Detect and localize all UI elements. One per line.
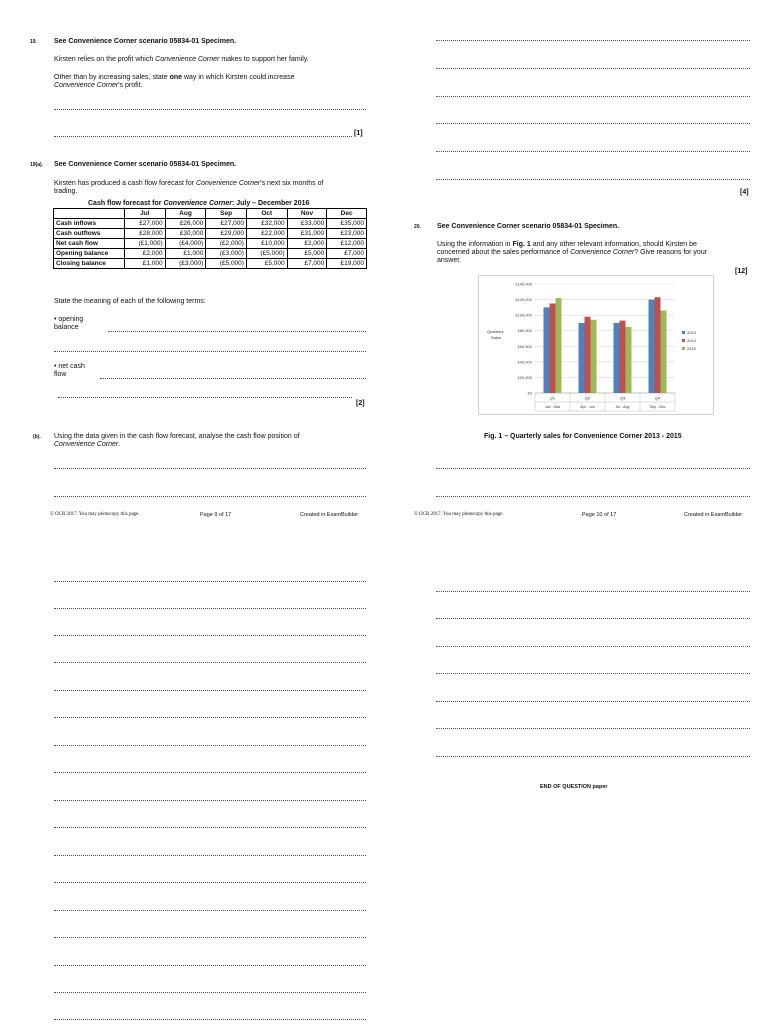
table-header-cell: Aug <box>165 209 206 219</box>
answer-line[interactable] <box>54 690 366 691</box>
answer-line[interactable] <box>436 646 750 647</box>
table-header-row <box>54 209 367 219</box>
question-19b-number: (b). <box>33 434 41 440</box>
answer-line[interactable] <box>54 827 366 828</box>
table-cell: £30,000 <box>165 229 206 239</box>
question-20-heading: See Convenience Corner scenario 05834-01 Specimen. <box>437 223 620 230</box>
bar-2015-Q1 <box>556 298 562 393</box>
table-cell: £2,000 <box>287 239 327 249</box>
answer-line[interactable] <box>54 772 366 773</box>
question-20-number: 20. <box>414 224 421 230</box>
answer-line[interactable] <box>54 662 366 663</box>
y-tick-label: £60,000 <box>517 343 532 349</box>
answer-line[interactable] <box>436 68 750 69</box>
answer-line[interactable] <box>436 673 750 674</box>
legend-label: 2013 <box>687 330 696 335</box>
table-row-label: Closing balance <box>54 259 125 269</box>
legend-label: 2015 <box>687 346 696 351</box>
answer-line[interactable] <box>54 351 366 352</box>
question-19a-paragraph: Kirsten has produced a cash flow forecast for Convenience Corner's next six months of trading. <box>54 180 324 195</box>
question-19-heading: See Convenience Corner scenario 05834-01 Specimen. <box>54 38 237 45</box>
answer-line[interactable] <box>436 728 750 729</box>
y-axis-label-line: Sales <box>491 335 502 340</box>
y-tick-label: £140,000 <box>515 281 532 287</box>
answer-line[interactable] <box>54 635 366 636</box>
table-cell: £22,000 <box>246 229 287 239</box>
table-cell: £7,000 <box>287 259 327 269</box>
answer-line[interactable] <box>54 910 366 911</box>
cash-flow-table <box>53 208 367 269</box>
mark-allocation: [1] <box>354 130 363 137</box>
table-cell: £1,000 <box>125 259 166 269</box>
y-tick-label: £0 <box>527 390 532 396</box>
answer-line[interactable] <box>436 756 750 757</box>
y-axis-label-line: Quarterly <box>487 329 504 334</box>
table-cell: £29,000 <box>206 229 247 239</box>
table-cell: £12,000 <box>327 239 367 249</box>
footer-page-number: Page 9 of 17 <box>200 512 232 518</box>
y-tick-label: £120,000 <box>515 297 532 303</box>
answer-line[interactable] <box>54 882 366 883</box>
question-19-number: 19. <box>30 39 37 45</box>
x-tick-label: Q2 <box>584 395 591 401</box>
answer-line[interactable] <box>58 397 352 398</box>
table-row-label: Opening balance <box>54 249 125 259</box>
table-cell: £35,000 <box>327 219 367 229</box>
question-19-paragraph-2: Other than by increasing sales, state one way in which Kirsten could increase Convenience Corner's profit. <box>54 74 295 89</box>
table-row <box>54 249 367 259</box>
legend-swatch <box>682 339 685 342</box>
table-row-label: Cash inflows <box>54 219 125 229</box>
table-cell: £10,000 <box>246 239 287 249</box>
table-cell: (£3,000) <box>165 259 206 269</box>
y-tick-label: £100,000 <box>515 312 532 318</box>
answer-line[interactable] <box>54 965 366 966</box>
x-subcategory-label: Apr - Jun <box>580 405 595 409</box>
footer-page-number: Page 10 of 17 <box>582 512 617 518</box>
table-cell: £32,000 <box>246 219 287 229</box>
bar-2014-Q4 <box>655 297 661 393</box>
answer-line[interactable] <box>436 40 750 41</box>
table-cell: £31,000 <box>287 229 327 239</box>
bar-2013-Q4 <box>649 300 655 393</box>
answer-line[interactable] <box>436 468 750 469</box>
x-tick-label: Q4 <box>654 395 661 401</box>
table-cell: (£5,000) <box>206 259 247 269</box>
table-cell: £5,000 <box>246 259 287 269</box>
terms-instruction: State the meaning of each of the following terms: <box>54 298 206 305</box>
answer-line[interactable] <box>54 745 366 746</box>
answer-line[interactable] <box>436 96 750 97</box>
footer-copyright: © OCR 2017. You may photocopy this page. <box>50 512 140 517</box>
answer-line[interactable] <box>54 1019 366 1020</box>
answer-line[interactable] <box>108 331 366 332</box>
answer-line[interactable] <box>54 608 366 609</box>
answer-line[interactable] <box>54 136 352 137</box>
answer-line[interactable] <box>436 151 750 152</box>
term-opening-balance: • opening balance <box>54 316 84 331</box>
table-header-cell <box>54 209 125 219</box>
footer-created: Created in ExamBuilder <box>684 512 743 518</box>
legend-swatch <box>682 331 685 334</box>
table-cell: (£2,000) <box>206 239 247 249</box>
bar-2015-Q3 <box>626 327 632 393</box>
answer-line[interactable] <box>54 717 366 718</box>
table-row <box>54 219 367 229</box>
bar-2015-Q4 <box>661 310 667 393</box>
table-header-cell: Nov <box>287 209 327 219</box>
table-cell: £7,000 <box>327 249 367 259</box>
x-subcategory-label: Sep - Dec <box>649 405 666 409</box>
figure-caption: Fig. 1 – Quarterly sales for Convenience Corner 2013 - 2015 <box>484 433 682 440</box>
table-title: Cash flow forecast for Convenience Corner: July – December 2016 <box>88 200 310 207</box>
answer-line[interactable] <box>436 591 750 592</box>
legend-label: 2014 <box>687 338 696 343</box>
table-cell: (£3,000) <box>206 249 247 259</box>
question-19a-number: 19(a). <box>30 162 44 168</box>
bar-2014-Q1 <box>550 303 556 393</box>
bar-2013-Q1 <box>544 307 550 393</box>
table-cell: (£4,000) <box>165 239 206 249</box>
mark-allocation: [12] <box>735 268 748 275</box>
y-tick-label: £80,000 <box>517 328 532 334</box>
table-cell: £26,000 <box>165 219 206 229</box>
footer-copyright: © OCR 2017. You may photocopy this page. <box>414 512 504 517</box>
y-tick-label: £40,000 <box>517 359 532 365</box>
footer-created: Created in ExamBuilder <box>300 512 359 518</box>
question-20-paragraph: Using the information in Fig. 1 and any other relevant information, should Kirsten be concerned about the sales performance of Convenience Corner? Give reasons for your answer. <box>437 241 708 264</box>
answer-line[interactable] <box>54 468 366 469</box>
term-net-cash-flow: • net cash flow <box>54 363 85 378</box>
x-subcategory-label: Jan - Mar <box>544 405 561 409</box>
question-19a-heading: See Convenience Corner scenario 05834-01 Specimen. <box>54 161 237 168</box>
question-19-paragraph-1: Kirsten relies on the profit which Convenience Corner makes to support her family. <box>54 56 309 63</box>
table-row <box>54 229 367 239</box>
bar-2013-Q2 <box>579 323 585 393</box>
answer-line[interactable] <box>54 800 366 801</box>
answer-line[interactable] <box>54 109 366 110</box>
answer-line[interactable] <box>436 496 750 497</box>
question-19b-text: Using the data given in the cash flow forecast, analyse the cash flow position of Convenience Corner. <box>54 433 300 448</box>
bar-2015-Q2 <box>591 320 597 393</box>
answer-line[interactable] <box>436 179 750 180</box>
answer-line[interactable] <box>436 123 750 124</box>
table-cell: £23,000 <box>327 229 367 239</box>
table-cell: £27,000 <box>206 219 247 229</box>
table-row-label: Net cash flow <box>54 239 125 249</box>
table-row-label: Cash outflows <box>54 229 125 239</box>
mark-allocation: [4] <box>740 189 749 196</box>
bar-2014-Q3 <box>620 321 626 393</box>
answer-line[interactable] <box>54 992 366 993</box>
answer-line[interactable] <box>54 937 366 938</box>
table-cell: £33,000 <box>287 219 327 229</box>
x-subcategory-label: Jul - Aug <box>615 405 630 409</box>
bar-chart-svg <box>479 276 713 414</box>
y-tick-label: £20,000 <box>517 374 532 380</box>
table-cell: £28,000 <box>125 229 166 239</box>
table-row <box>54 239 367 249</box>
table-cell: £27,000 <box>125 219 166 229</box>
bar-2014-Q2 <box>585 317 591 393</box>
table-header-cell: Jul <box>125 209 166 219</box>
answer-line[interactable] <box>436 701 750 702</box>
table-cell: £5,000 <box>287 249 327 259</box>
answer-line[interactable] <box>54 855 366 856</box>
table-cell: £19,000 <box>327 259 367 269</box>
bar-2013-Q3 <box>614 323 620 393</box>
answer-line[interactable] <box>54 496 366 497</box>
table-cell: £1,000 <box>165 249 206 259</box>
table-cell: (£1,000) <box>125 239 166 249</box>
table-header-cell: Dec <box>327 209 367 219</box>
x-tick-label: Q1 <box>549 395 556 401</box>
legend-swatch <box>682 347 685 350</box>
answer-line[interactable] <box>436 618 750 619</box>
quarterly-sales-chart <box>478 275 714 415</box>
end-of-paper: END OF QUESTION paper <box>540 784 608 790</box>
answer-line[interactable] <box>54 581 366 582</box>
table-row <box>54 259 367 269</box>
mark-allocation: [2] <box>356 400 365 407</box>
answer-line[interactable] <box>100 378 366 379</box>
table-header-cell: Sep <box>206 209 247 219</box>
table-cell: (£5,000) <box>246 249 287 259</box>
x-tick-label: Q3 <box>619 395 626 401</box>
table-cell: £2,000 <box>125 249 166 259</box>
table-header-cell: Oct <box>246 209 287 219</box>
